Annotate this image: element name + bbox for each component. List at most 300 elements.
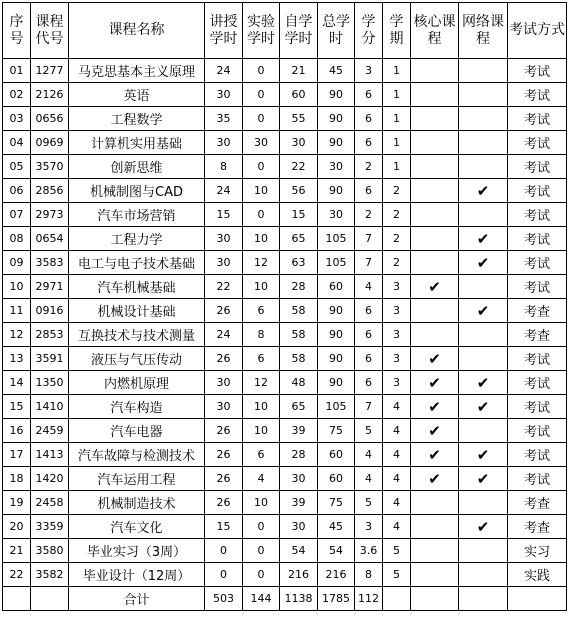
table-body [3,59,567,587]
table-row [3,155,567,179]
cell-seq: 06 [3,179,31,203]
cell-exam: 实践 [508,563,567,587]
totals-seq-cell [3,587,31,611]
cell-lecture: 24 [205,323,243,347]
cell-seq: 12 [3,323,31,347]
cell-lab: 6 [243,347,280,371]
cell-term: 1 [383,155,411,179]
cell-exam: 考试 [508,59,567,83]
cell-seq: 11 [3,299,31,323]
cell-name: 汽车故障与检测技术 [69,443,205,467]
header-term: 学期 [383,3,411,59]
cell-self: 56 [280,179,318,203]
table-row [3,251,567,275]
cell-name: 毕业设计（12周） [69,563,205,587]
cell-code: 2459 [31,419,69,443]
cell-term: 3 [383,323,411,347]
cell-exam: 考试 [508,83,567,107]
table-row [3,131,567,155]
cell-total: 216 [318,563,355,587]
cell-seq: 16 [3,419,31,443]
cell-lecture: 30 [205,131,243,155]
cell-core: ✔ [411,419,459,443]
cell-term: 1 [383,83,411,107]
cell-name: 机械制图与CAD [69,179,205,203]
cell-total: 105 [318,227,355,251]
table-row [3,83,567,107]
cell-credit: 4 [355,443,383,467]
cell-self: 65 [280,395,318,419]
cell-credit: 5 [355,419,383,443]
cell-lab: 4 [243,467,280,491]
cell-credit: 6 [355,83,383,107]
cell-credit: 4 [355,275,383,299]
course-table-container [2,2,567,611]
cell-online: ✔ [459,179,508,203]
cell-credit: 6 [355,299,383,323]
cell-online [459,155,508,179]
cell-core: ✔ [411,467,459,491]
table-row [3,467,567,491]
cell-exam: 考试 [508,371,567,395]
cell-total: 90 [318,131,355,155]
cell-lab: 0 [243,59,280,83]
cell-self: 39 [280,419,318,443]
cell-name: 汽车文化 [69,515,205,539]
table-row [3,107,567,131]
cell-code: 0969 [31,131,69,155]
cell-total: 105 [318,251,355,275]
cell-total: 45 [318,59,355,83]
cell-lab: 6 [243,443,280,467]
cell-code: 1420 [31,467,69,491]
cell-name: 汽车电器 [69,419,205,443]
cell-online: ✔ [459,251,508,275]
cell-online: ✔ [459,227,508,251]
cell-lab: 0 [243,107,280,131]
header-seq: 序号 [3,3,31,59]
cell-seq: 08 [3,227,31,251]
cell-name: 毕业实习（3周） [69,539,205,563]
cell-lab: 0 [243,203,280,227]
cell-code: 2973 [31,203,69,227]
cell-lab: 0 [243,563,280,587]
cell-code: 2971 [31,275,69,299]
table-row [3,419,567,443]
cell-term: 4 [383,443,411,467]
cell-online [459,419,508,443]
cell-online [459,203,508,227]
header-row [3,3,567,59]
cell-credit: 3 [355,59,383,83]
cell-self: 216 [280,563,318,587]
cell-online [459,83,508,107]
cell-seq: 21 [3,539,31,563]
cell-seq: 10 [3,275,31,299]
cell-term: 1 [383,107,411,131]
cell-credit: 6 [355,371,383,395]
cell-lab: 12 [243,371,280,395]
table-row [3,515,567,539]
cell-total: 75 [318,491,355,515]
cell-credit: 8 [355,563,383,587]
cell-core [411,59,459,83]
cell-exam: 考试 [508,131,567,155]
cell-lecture: 22 [205,275,243,299]
totals-online-cell [459,587,508,611]
cell-credit: 7 [355,395,383,419]
cell-lab: 8 [243,323,280,347]
cell-code: 3359 [31,515,69,539]
cell-credit: 3 [355,515,383,539]
totals-term-cell [383,587,411,611]
cell-credit: 2 [355,155,383,179]
cell-exam: 考试 [508,251,567,275]
cell-code: 0656 [31,107,69,131]
cell-name: 计算机实用基础 [69,131,205,155]
cell-credit: 6 [355,347,383,371]
cell-total: 90 [318,107,355,131]
cell-lecture: 15 [205,203,243,227]
cell-lecture: 30 [205,227,243,251]
cell-core [411,299,459,323]
cell-self: 15 [280,203,318,227]
cell-lecture: 15 [205,515,243,539]
cell-credit: 6 [355,131,383,155]
cell-lecture: 30 [205,83,243,107]
cell-lab: 10 [243,491,280,515]
cell-total: 30 [318,155,355,179]
cell-seq: 13 [3,347,31,371]
table-row [3,563,567,587]
cell-self: 28 [280,275,318,299]
cell-seq: 05 [3,155,31,179]
cell-lab: 30 [243,131,280,155]
cell-seq: 04 [3,131,31,155]
cell-core [411,539,459,563]
totals-total: 1785 [318,587,355,611]
cell-core [411,83,459,107]
cell-exam: 考试 [508,107,567,131]
cell-online [459,323,508,347]
cell-total: 90 [318,83,355,107]
cell-credit: 2 [355,203,383,227]
cell-lab: 6 [243,299,280,323]
cell-exam: 考试 [508,347,567,371]
totals-self: 1138 [280,587,318,611]
cell-term: 5 [383,563,411,587]
cell-self: 39 [280,491,318,515]
cell-seq: 17 [3,443,31,467]
cell-online [459,491,508,515]
cell-online: ✔ [459,371,508,395]
cell-self: 58 [280,347,318,371]
cell-online [459,539,508,563]
cell-core [411,491,459,515]
cell-core [411,227,459,251]
cell-term: 3 [383,371,411,395]
cell-seq: 15 [3,395,31,419]
cell-self: 22 [280,155,318,179]
totals-code-cell [31,587,69,611]
cell-core [411,131,459,155]
cell-lab: 10 [243,227,280,251]
cell-self: 60 [280,83,318,107]
cell-online: ✔ [459,395,508,419]
cell-online [459,563,508,587]
cell-name: 互换技术与技术测量 [69,323,205,347]
cell-code: 0916 [31,299,69,323]
cell-exam: 实习 [508,539,567,563]
cell-core [411,107,459,131]
cell-core [411,155,459,179]
cell-term: 2 [383,251,411,275]
cell-seq: 18 [3,467,31,491]
cell-exam: 考试 [508,155,567,179]
cell-self: 65 [280,227,318,251]
table-row [3,443,567,467]
cell-seq: 20 [3,515,31,539]
table-row [3,227,567,251]
cell-exam: 考试 [508,443,567,467]
cell-online: ✔ [459,299,508,323]
cell-exam: 考查 [508,515,567,539]
cell-code: 3570 [31,155,69,179]
cell-name: 创新思维 [69,155,205,179]
cell-lecture: 24 [205,179,243,203]
cell-self: 30 [280,467,318,491]
cell-exam: 考试 [508,275,567,299]
cell-term: 2 [383,179,411,203]
header-lab: 实验学时 [243,3,280,59]
cell-lecture: 26 [205,347,243,371]
cell-total: 54 [318,539,355,563]
cell-lecture: 8 [205,155,243,179]
cell-lab: 10 [243,419,280,443]
cell-exam: 考试 [508,227,567,251]
header-credit: 学分 [355,3,383,59]
cell-code: 1413 [31,443,69,467]
table-row [3,59,567,83]
cell-name: 内燃机原理 [69,371,205,395]
header-self: 自学学时 [280,3,318,59]
cell-lecture: 0 [205,539,243,563]
cell-total: 90 [318,323,355,347]
cell-total: 90 [318,299,355,323]
totals-exam-cell [508,587,567,611]
totals-row [3,587,567,611]
cell-online: ✔ [459,515,508,539]
table-row [3,203,567,227]
cell-term: 4 [383,491,411,515]
cell-core [411,563,459,587]
cell-self: 21 [280,59,318,83]
cell-lecture: 26 [205,299,243,323]
cell-code: 2853 [31,323,69,347]
cell-exam: 考试 [508,395,567,419]
cell-code: 2458 [31,491,69,515]
cell-seq: 22 [3,563,31,587]
cell-term: 3 [383,347,411,371]
totals-lab: 144 [243,587,280,611]
cell-lab: 0 [243,515,280,539]
cell-code: 3580 [31,539,69,563]
table-row [3,275,567,299]
cell-code: 2126 [31,83,69,107]
cell-lab: 10 [243,179,280,203]
cell-term: 4 [383,515,411,539]
header-name: 课程名称 [69,3,205,59]
table-row [3,371,567,395]
cell-credit: 4 [355,467,383,491]
cell-core [411,179,459,203]
cell-code: 1410 [31,395,69,419]
cell-name: 汽车运用工程 [69,467,205,491]
cell-name: 液压与气压传动 [69,347,205,371]
cell-core [411,251,459,275]
cell-total: 90 [318,179,355,203]
cell-seq: 01 [3,59,31,83]
cell-name: 工程力学 [69,227,205,251]
cell-lecture: 0 [205,563,243,587]
cell-term: 2 [383,203,411,227]
cell-total: 60 [318,443,355,467]
cell-code: 1277 [31,59,69,83]
cell-name: 机械制造技术 [69,491,205,515]
cell-code: 3582 [31,563,69,587]
cell-total: 105 [318,395,355,419]
cell-term: 4 [383,467,411,491]
totals-label: 合计 [69,587,205,611]
cell-code: 2856 [31,179,69,203]
cell-self: 48 [280,371,318,395]
header-lecture: 讲授学时 [205,3,243,59]
table-row [3,539,567,563]
cell-term: 4 [383,419,411,443]
cell-seq: 14 [3,371,31,395]
cell-seq: 09 [3,251,31,275]
cell-lab: 0 [243,83,280,107]
cell-online [459,275,508,299]
cell-exam: 考试 [508,179,567,203]
cell-lecture: 30 [205,251,243,275]
cell-credit: 6 [355,107,383,131]
cell-lecture: 35 [205,107,243,131]
cell-lecture: 30 [205,395,243,419]
cell-term: 5 [383,539,411,563]
cell-self: 58 [280,299,318,323]
cell-term: 1 [383,59,411,83]
cell-seq: 03 [3,107,31,131]
cell-total: 60 [318,275,355,299]
cell-online [459,107,508,131]
cell-exam: 考试 [508,203,567,227]
table-row [3,491,567,515]
cell-term: 3 [383,299,411,323]
cell-term: 3 [383,275,411,299]
cell-lab: 0 [243,155,280,179]
cell-total: 75 [318,419,355,443]
cell-total: 30 [318,203,355,227]
table-row [3,299,567,323]
cell-credit: 7 [355,251,383,275]
cell-lab: 10 [243,275,280,299]
totals-credit: 112 [355,587,383,611]
cell-exam: 考查 [508,491,567,515]
cell-total: 90 [318,371,355,395]
cell-name: 汽车市场营销 [69,203,205,227]
cell-lecture: 26 [205,467,243,491]
cell-lecture: 26 [205,419,243,443]
header-online: 网络课程 [459,3,508,59]
cell-term: 2 [383,227,411,251]
cell-core: ✔ [411,443,459,467]
header-total: 总学时 [318,3,355,59]
course-table [2,2,567,611]
cell-lab: 10 [243,395,280,419]
cell-credit: 5 [355,491,383,515]
cell-credit: 6 [355,323,383,347]
cell-self: 30 [280,515,318,539]
table-row [3,323,567,347]
cell-core [411,515,459,539]
cell-credit: 6 [355,179,383,203]
table-row [3,179,567,203]
cell-term: 1 [383,131,411,155]
cell-name: 机械设计基础 [69,299,205,323]
cell-name: 汽车构造 [69,395,205,419]
cell-lecture: 24 [205,59,243,83]
cell-lab: 12 [243,251,280,275]
header-exam: 考试方式 [508,3,567,59]
cell-self: 58 [280,323,318,347]
totals-lecture: 503 [205,587,243,611]
cell-total: 90 [318,347,355,371]
cell-self: 63 [280,251,318,275]
header-core: 核心课程 [411,3,459,59]
cell-name: 英语 [69,83,205,107]
totals-core-cell [411,587,459,611]
cell-name: 电工与电子技术基础 [69,251,205,275]
cell-code: 3591 [31,347,69,371]
cell-lecture: 30 [205,371,243,395]
cell-core [411,323,459,347]
cell-exam: 考试 [508,467,567,491]
cell-online [459,59,508,83]
cell-name: 马克思基本主义原理 [69,59,205,83]
cell-seq: 19 [3,491,31,515]
cell-seq: 02 [3,83,31,107]
cell-core [411,203,459,227]
cell-total: 60 [318,467,355,491]
cell-code: 1350 [31,371,69,395]
cell-self: 55 [280,107,318,131]
cell-exam: 考试 [508,419,567,443]
table-row [3,395,567,419]
cell-name: 汽车机械基础 [69,275,205,299]
cell-core: ✔ [411,347,459,371]
cell-core: ✔ [411,275,459,299]
cell-core: ✔ [411,395,459,419]
header-code: 课程代号 [31,3,69,59]
cell-credit: 7 [355,227,383,251]
cell-self: 54 [280,539,318,563]
cell-lab: 0 [243,539,280,563]
cell-term: 4 [383,395,411,419]
cell-online [459,347,508,371]
cell-core: ✔ [411,371,459,395]
cell-online: ✔ [459,443,508,467]
